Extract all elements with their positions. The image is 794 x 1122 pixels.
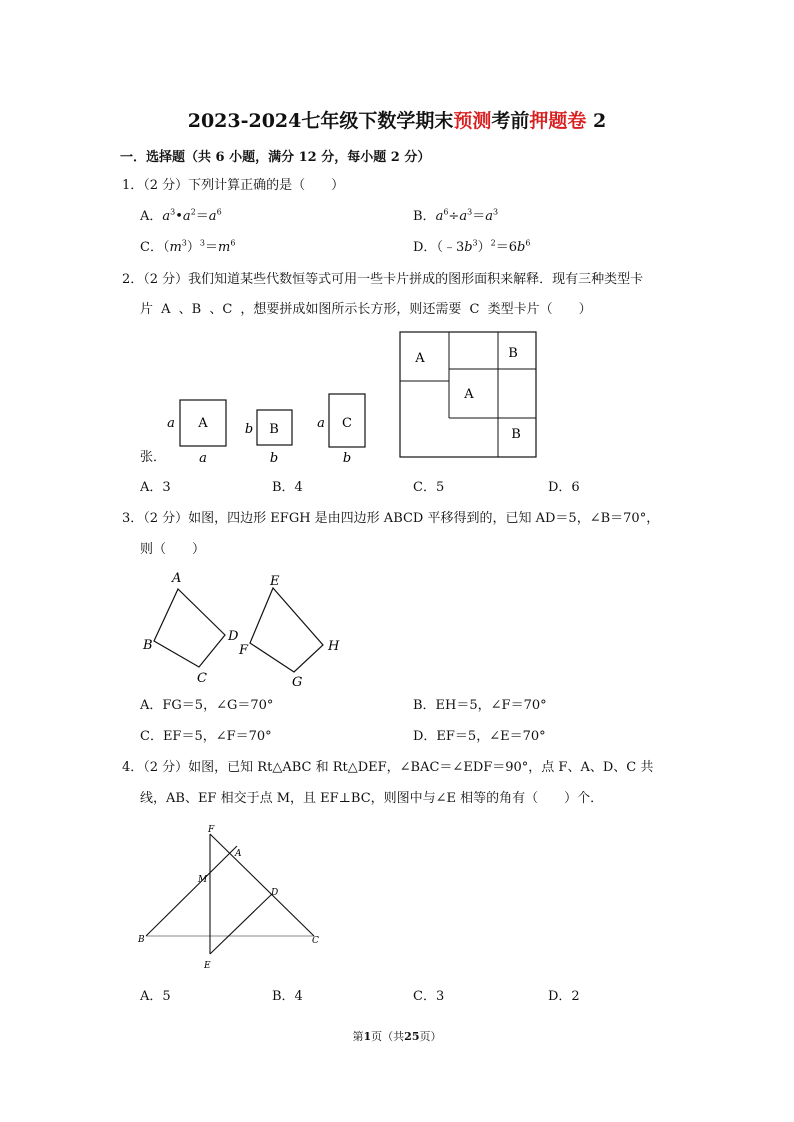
q2-option-b: B．4	[272, 480, 303, 495]
q1-option-b: B．$a^6\div a^3=a^3$	[413, 207, 499, 224]
label-a: A	[235, 849, 242, 859]
section-heading: 一．选择题（共 6 小题，满分 12 分，每小题 2 分）	[120, 150, 431, 165]
page-number: 1	[363, 1030, 372, 1043]
big-rect-b1: B	[508, 346, 518, 361]
q2-option-a: A．3	[140, 480, 171, 495]
label-d: D	[271, 888, 279, 898]
card-c-bottom: b	[342, 451, 352, 466]
question-3-line1: 3．（2 分）如图，四边形 EFGH 是由四边形 ABCD 平移得到的，已知 AD＝5，∠B＝70°，	[122, 511, 660, 526]
q3-option-d: D．EF＝5，∠E＝70°	[413, 729, 546, 744]
q2-option-c: C．5	[413, 480, 445, 495]
label-c: C	[197, 671, 207, 686]
title-highlight: 预测	[453, 110, 492, 132]
label-f: F	[208, 825, 215, 835]
card-a-bottom: a	[199, 451, 207, 466]
label-h: H	[328, 639, 340, 654]
question-2-line3: 张．	[140, 450, 167, 465]
page-title	[0, 106, 794, 133]
q1-option-d: D．$(﹣3b^3)^2=6b^6$	[413, 238, 531, 255]
big-rect-a2: A	[464, 387, 474, 402]
card-c-side: a	[317, 416, 325, 431]
q3-option-a: A．FG＝5，∠G＝70°	[140, 698, 274, 713]
q4-option-d: D．2	[548, 989, 580, 1004]
q2-cards-figure	[160, 390, 380, 470]
card-a-side: a	[167, 416, 175, 431]
card-b-bottom: b	[269, 451, 279, 466]
line-ed	[210, 894, 272, 954]
q4-option-a: A．5	[140, 989, 171, 1004]
label-b: B	[143, 638, 153, 653]
quad-abcd	[154, 589, 225, 667]
line-fc	[210, 834, 314, 936]
quad-efgh	[250, 588, 323, 672]
title-text: 2023-2024七年级下数学期末	[187, 110, 454, 132]
page-footer: 第1页（共25页）	[352, 1030, 442, 1043]
q2-option-d: D．6	[548, 480, 580, 495]
q3-quadrilaterals-figure	[140, 568, 350, 688]
label-m: M	[198, 875, 208, 885]
card-b-label: B	[269, 422, 279, 437]
q4-option-c: C．3	[413, 989, 445, 1004]
card-b-side: b	[244, 422, 254, 437]
label-g: G	[292, 675, 303, 690]
q3-option-c: C．EF＝5，∠F＝70°	[140, 729, 272, 744]
page-total: 25	[404, 1030, 420, 1043]
card-a-label: A	[198, 416, 208, 431]
label-b: B	[138, 935, 145, 945]
q2-rectangle-figure	[398, 330, 540, 460]
label-e: E	[204, 961, 211, 971]
q4-triangles-figure	[134, 822, 334, 972]
big-rect-b2: B	[511, 427, 521, 442]
line-ba	[146, 846, 237, 936]
label-e: E	[270, 574, 280, 589]
question-2-line2: 片 A 、B 、C ，想要拼成如图所示长方形，则还需要 C 类型卡片（ ）	[140, 302, 592, 317]
title-highlight: 押题卷	[529, 110, 587, 132]
label-f: F	[239, 643, 249, 658]
title-text: 考前	[491, 110, 530, 132]
question-3-line2: 则（ ）	[140, 542, 206, 557]
question-2-line1: 2．（2 分）我们知道某些代数恒等式可用一些卡片拼成的图形面积来解释．现有三种类型卡	[122, 272, 644, 287]
question-4-line2: 线，AB、EF 相交于点 M，且 EF⊥BC，则图中与∠E 相等的角有（ ）个．	[140, 791, 604, 806]
label-d: D	[228, 629, 239, 644]
label-a: A	[172, 571, 182, 586]
label-c: C	[312, 936, 319, 946]
card-c-label: C	[342, 416, 352, 431]
q1-option-a: A．$a^3•a^2=a^6$	[140, 207, 222, 224]
question-1-stem: 1．（2 分）下列计算正确的是（ ）	[122, 178, 345, 193]
q4-option-b: B．4	[272, 989, 303, 1004]
q1-option-c: C．$(m^3)^3=m^6$	[140, 238, 236, 255]
q3-option-b: B．EH＝5，∠F＝70°	[413, 698, 547, 713]
title-text: 2	[586, 110, 607, 132]
question-4-line1: 4．（2 分）如图，已知 Rt△ABC 和 Rt△DEF，∠BAC＝∠EDF＝90°，点 F、A、D、C 共	[122, 760, 654, 775]
big-rect-a1: A	[415, 351, 425, 366]
